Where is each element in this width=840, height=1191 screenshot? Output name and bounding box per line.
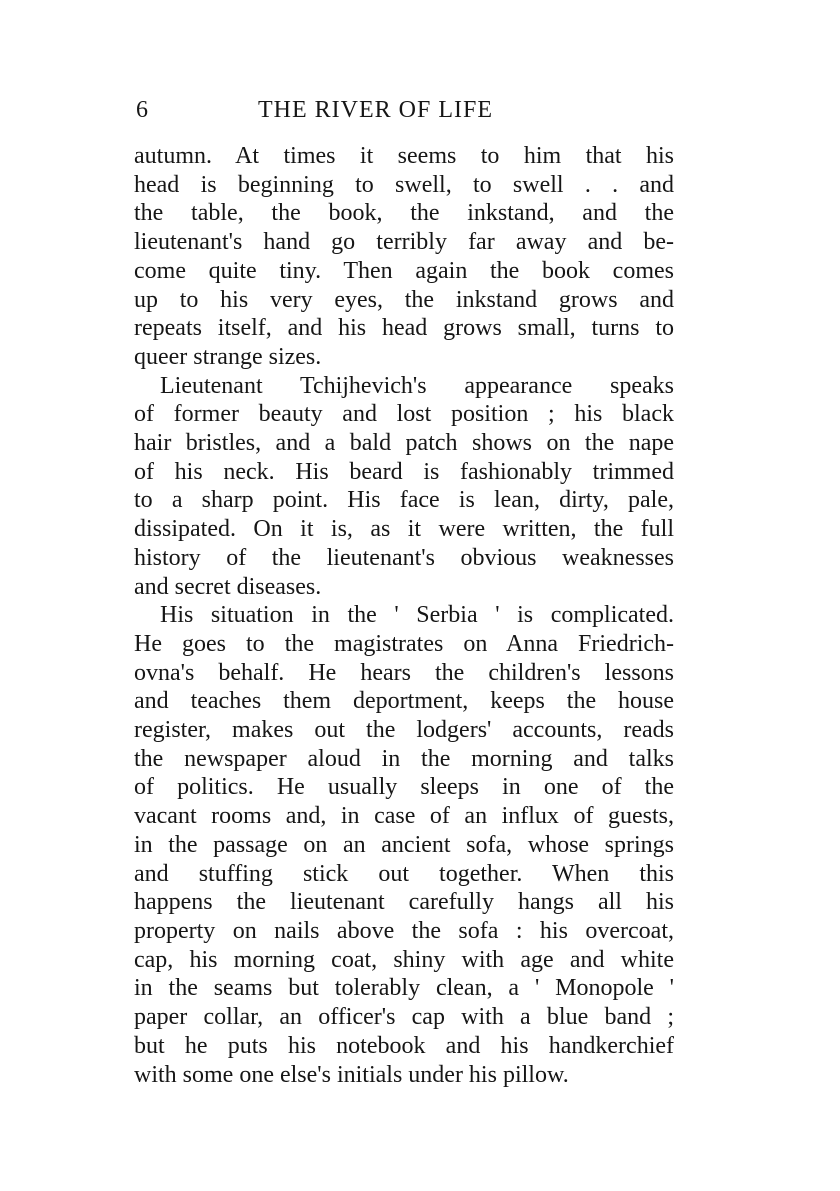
text-line: property on nails above the sofa : his overcoat,: [134, 917, 674, 944]
text-line: repeats itself, and his head grows small, turns to: [134, 315, 674, 342]
text-line: dissipated. On it is, as it were written, the full: [134, 516, 674, 543]
running-head: [132, 92, 676, 128]
text-line: cap, his morning coat, shiny with age and white: [134, 946, 674, 973]
text-line: vacant rooms and, in case of an influx of guests,: [134, 803, 674, 830]
text-line: to a sharp point. His face is lean, dirty, pale,: [134, 487, 674, 514]
paragraph-1: [134, 142, 674, 372]
text-line: happens the lieutenant carefully hangs all his: [134, 889, 674, 916]
text-line: ovna's behalf. He hears the children's lessons: [134, 659, 674, 686]
text-line: register, makes out the lodgers' accounts, reads: [134, 717, 674, 744]
text-line: head is beginning to swell, to swell . . and: [134, 171, 674, 198]
text-line: the table, the book, the inkstand, and the: [134, 200, 674, 227]
text-line: with some one else's initials under his pillow.: [134, 1061, 569, 1088]
text-line: and teaches them deportment, keeps the house: [134, 688, 674, 715]
text-line: of politics. He usually sleeps in one of the: [134, 774, 674, 801]
paragraph-2: [134, 372, 674, 602]
paragraph-3: [134, 601, 674, 1089]
text-line: autumn. At times it seems to him that his: [134, 143, 674, 169]
text-line: He goes to the magistrates on Anna Friedrich-: [134, 630, 674, 657]
text-line: come quite tiny. Then again the book comes: [134, 257, 674, 284]
body-text: [134, 142, 674, 1089]
text-line: and stuffing stick out together. When this: [134, 860, 674, 887]
text-line: but he puts his notebook and his handkerchief: [134, 1032, 674, 1059]
text-line: the newspaper aloud in the morning and talks: [134, 745, 674, 772]
text-line: hair bristles, and a bald patch shows on the nape: [134, 430, 674, 457]
page-number: 6: [136, 97, 148, 123]
text-line: in the seams but tolerably clean, a ' Monopole ': [134, 975, 674, 1002]
text-line: lieutenant's hand go terribly far away and be-: [134, 229, 674, 256]
text-line: Lieutenant Tchijhevich's appearance speaks: [160, 372, 674, 399]
text-line: of his neck. His beard is fashionably trimmed: [134, 458, 674, 485]
text-line: in the passage on an ancient sofa, whose springs: [134, 831, 674, 858]
text-line: up to his very eyes, the inkstand grows and: [134, 286, 674, 313]
text-line: and secret diseases.: [134, 573, 322, 600]
text-line: queer strange sizes.: [134, 343, 322, 370]
text-line: of former beauty and lost position ; his black: [134, 401, 674, 428]
text-line: paper collar, an officer's cap with a blue band ;: [134, 1004, 674, 1031]
running-title: THE RIVER OF LIFE: [258, 97, 493, 123]
text-line: His situation in the ' Serbia ' is complicated.: [160, 602, 674, 629]
text-line: history of the lieutenant's obvious weaknesses: [134, 544, 674, 571]
